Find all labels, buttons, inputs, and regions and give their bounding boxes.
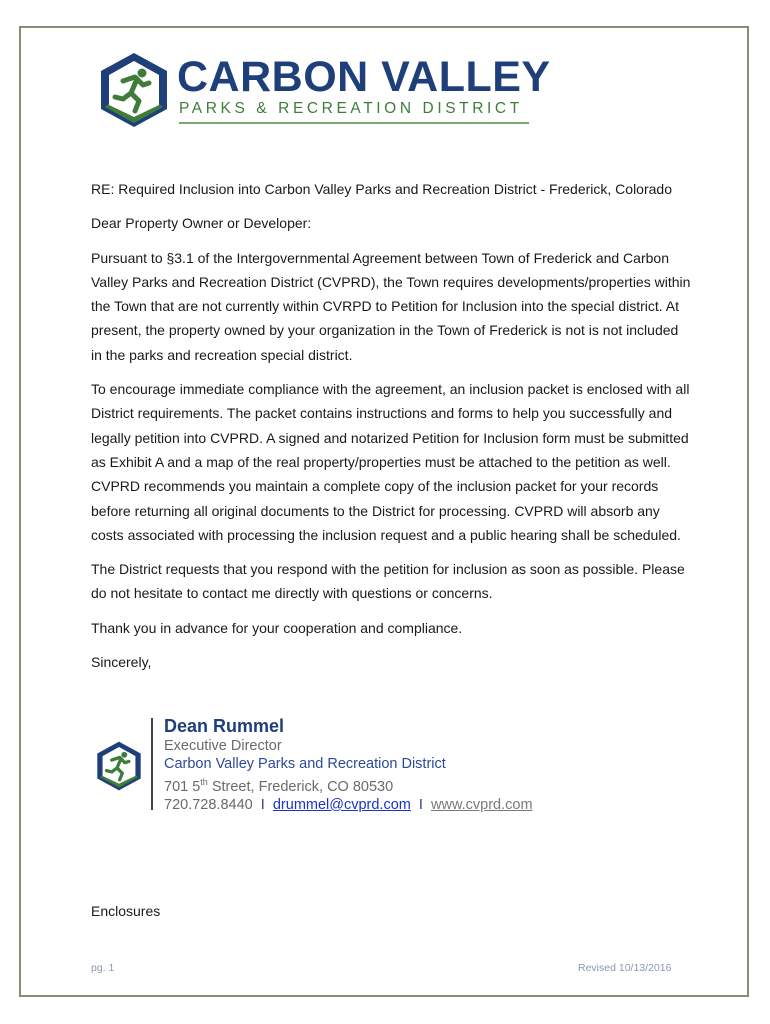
logo-wordmark: CARBON VALLEY: [177, 53, 551, 101]
contact-separator: I: [260, 796, 265, 813]
address-ordinal: th: [200, 777, 208, 787]
runner-hexagon-icon: [99, 51, 169, 129]
paragraph-4: Thank you in advance for your cooperation and compliance.: [91, 619, 463, 636]
signature-block: [96, 715, 616, 815]
cvprd-logo: [99, 48, 551, 130]
signer-contact: [164, 796, 533, 814]
contact-separator: I: [418, 796, 423, 813]
enclosures-label: Enclosures: [91, 903, 161, 919]
website-link[interactable]: www.cvprd.com: [431, 796, 533, 813]
salutation: Dear Property Owner or Developer:: [91, 215, 312, 232]
logo-subtitle: PARKS & RECREATION DISTRICT: [179, 100, 523, 117]
paragraph-1: Pursuant to §3.1 of the Intergovernmental Agreement between Town of Frederick and Carbon Valley Parks and Recreation District (CVPRD), the Town requires developments/properties within the Town that are not currently within CVRPD to Petition for Inclusion into the special district. At present, the property owned by your organization in the Town of Frederick is not is not included in the parks and recreation special district.: [91, 249, 691, 363]
email-link[interactable]: drummel@cvprd.com: [272, 796, 411, 813]
address-rest: Street, Frederick, CO 80530: [207, 778, 394, 795]
re-line: RE: Required Inclusion into Carbon Valley Parks and Recreation District - Frederick, Colorado: [91, 181, 672, 197]
revision-date: Revised 10/13/2016: [578, 962, 672, 974]
closing: Sincerely,: [91, 654, 152, 671]
runner-hexagon-icon: [96, 740, 142, 792]
signer-name: Dean Rummel: [164, 716, 285, 736]
paragraph-2: To encourage immediate compliance with the agreement, an inclusion packet is enclosed with all District requirements. The packet contains instructions and forms to help you successfully and legally petition into CVPRD. A signed and notarized Petition for Inclusion form must be submitted as Exhibit A and a map of the real property/properties must be attached to the petition as well. CVPRD recommends you maintain a complete copy of the inclusion packet for your records before returning all original documents to the District for processing. CVPRD will absorb any costs associated with processing the inclusion request and a public hearing shall be scheduled.: [91, 381, 690, 543]
logo-underline: [179, 122, 529, 124]
signature-info: [164, 715, 533, 814]
signature-divider: [151, 718, 153, 810]
page-number: pg. 1: [91, 962, 115, 974]
paragraph-3: The District requests that you respond with the petition for inclusion as soon as possible. Please do not hesitate to contact me directly with questions or concerns.: [91, 561, 685, 602]
signer-org: Carbon Valley Parks and Recreation District: [164, 756, 446, 772]
signer-title: Executive Director: [164, 738, 282, 754]
signer-address: [164, 773, 533, 796]
phone-number: 720.728.8440: [164, 796, 253, 813]
address-number: 701 5: [164, 778, 201, 795]
letter-body: [91, 177, 691, 684]
